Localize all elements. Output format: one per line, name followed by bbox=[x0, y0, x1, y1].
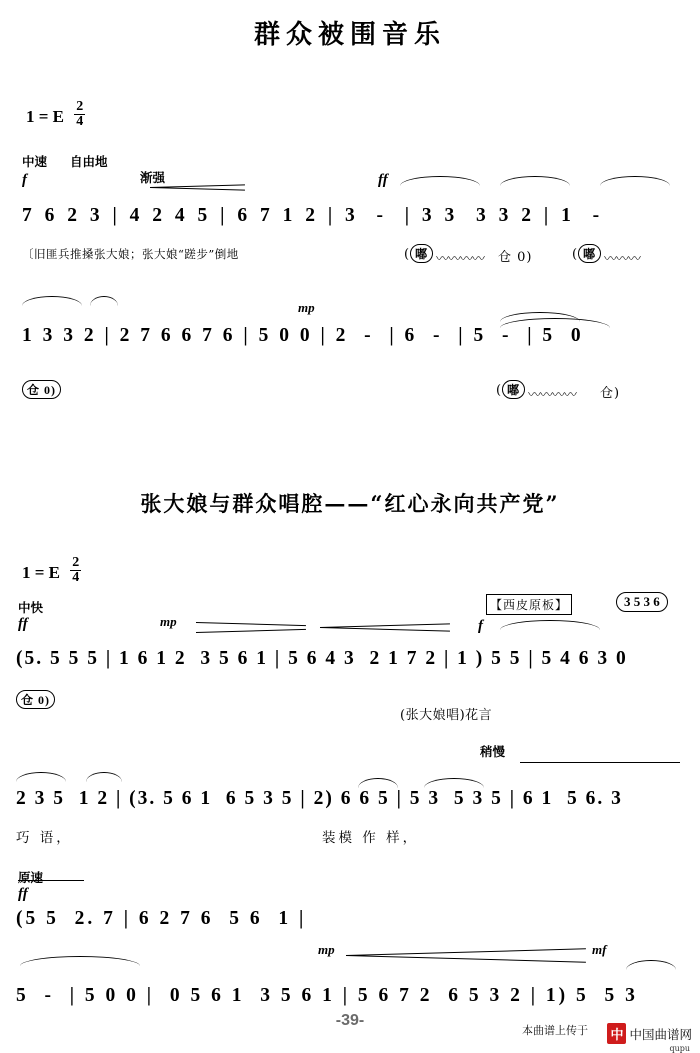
tempo-mark-yuansu: 原速 bbox=[18, 870, 44, 885]
percussion-tail-2: 仓) bbox=[600, 386, 621, 401]
slur-4 bbox=[22, 296, 82, 306]
dynamic-ff-2: ff bbox=[18, 616, 28, 632]
crescendo-hairpin-1 bbox=[150, 182, 245, 192]
percussion-5 bbox=[16, 690, 55, 709]
slur-14 bbox=[626, 960, 676, 970]
dynamic-jianqiang: 渐强 bbox=[140, 170, 166, 185]
key-signature-2-text: 1 = E bbox=[22, 563, 61, 582]
slur-10 bbox=[86, 772, 122, 782]
notes-row-s1-1: 7 6 2 3 | 4 2 4 5 | 6 7 1 2 | 3 - | 3 3 3 3 2 | 1 - bbox=[22, 205, 604, 226]
dynamic-f-1: f bbox=[22, 172, 27, 188]
lyric-line-1: 巧 语， bbox=[16, 830, 73, 846]
site-sub: qupu bbox=[669, 1044, 690, 1053]
dynamic-mp-2: mp bbox=[160, 614, 177, 629]
percussion-wave-2: 〰〰〰 bbox=[604, 251, 641, 266]
percussion-1 bbox=[404, 244, 433, 263]
key-signature-2 bbox=[22, 556, 81, 585]
page-title: 群众被围音乐 bbox=[253, 20, 446, 50]
percussion-wave-3: 〰〰〰〰 bbox=[528, 387, 577, 402]
tempo-mark-shaoman: 稍慢 bbox=[480, 744, 506, 759]
dynamic-ff-3: ff bbox=[18, 886, 28, 902]
notes-row-s2-2: 2 3 5 1 2 | (3. 5 6 1 6 5 3 5 | 2) 6 6 5 | 5 3 5 3 5 | 6 1 5 6. 3 bbox=[16, 788, 623, 809]
percussion-open-paren-3: ( bbox=[496, 383, 503, 398]
time-signature-2: $\frac{2}{4}$ bbox=[72, 555, 80, 585]
percussion-open-paren-2: ( bbox=[572, 247, 579, 262]
time-signature-1: $\frac{2}{4}$ bbox=[76, 99, 84, 129]
percussion-wave-1: 〰〰〰〰 bbox=[436, 251, 485, 266]
percussion-2 bbox=[572, 244, 601, 263]
crescendo-hairpin-3 bbox=[346, 950, 586, 960]
lyric-line-2: 装模 作 样， bbox=[322, 830, 420, 846]
percussion-3 bbox=[22, 380, 61, 399]
crescendo-hairpin-2 bbox=[320, 622, 450, 632]
slur-12 bbox=[424, 778, 484, 788]
slur-9 bbox=[16, 772, 66, 782]
singer-cue: (张大娘唱)花言 bbox=[400, 708, 493, 723]
slur-2 bbox=[500, 176, 570, 186]
percussion-syllable-5: 仓 0) bbox=[16, 690, 55, 709]
percussion-open-paren: ( bbox=[404, 247, 411, 262]
tempo-mark-zhongsu: 中速 bbox=[22, 154, 48, 169]
percussion-syllable-4: 嘟 bbox=[502, 380, 525, 399]
section-2-title: 张大娘与群众唱腔——“红心永向共产党” bbox=[140, 491, 560, 516]
slur-8 bbox=[500, 620, 600, 630]
dynamic-mf-1: mf bbox=[592, 942, 607, 957]
pickup-group: 3 5 3 6 bbox=[616, 592, 668, 612]
slur-1 bbox=[400, 176, 480, 186]
tempo-line-2 bbox=[18, 880, 84, 881]
tempo-mark-zhongkuai: 中快 bbox=[18, 600, 44, 615]
slur-13 bbox=[20, 956, 140, 966]
dynamic-ff-1: ff bbox=[378, 172, 388, 188]
percussion-syllable-2: 嘟 bbox=[578, 244, 601, 263]
key-signature-1 bbox=[26, 100, 85, 129]
notes-row-s2-1: (5. 5 5 5 | 1 6 1 2 3 5 6 1 | 5 6 4 3 2 1 7 2 | 1 ) 5 5 | 5 4 6 3 0 bbox=[16, 648, 628, 669]
slur-11 bbox=[358, 778, 398, 788]
notes-row-s1-2: 1 3 3 2 | 2 7 6 6 7 6 | 5 0 0 | 2 - | 6 - | 5 - | 5 0 bbox=[22, 325, 584, 346]
page-number: -39- bbox=[335, 1012, 365, 1029]
tempo-line-1 bbox=[520, 762, 680, 763]
site-logo-icon: 中 bbox=[607, 1023, 626, 1044]
percussion-tail-1: 仓 0) bbox=[498, 250, 533, 265]
percussion-syllable-1: 嘟 bbox=[410, 244, 433, 263]
slur-3 bbox=[600, 176, 670, 186]
site-name: 中国曲谱网 bbox=[629, 1026, 692, 1042]
notes-row-s2-4: 5 - | 5 0 0 | 0 5 6 1 3 5 6 1 | 5 6 7 2 6 5 3 2 | 1) 5 5 3 bbox=[16, 985, 638, 1006]
dynamic-mp-3: mp bbox=[318, 942, 335, 957]
dynamic-mp-1: mp bbox=[298, 300, 315, 315]
site-watermark[interactable] bbox=[607, 1023, 692, 1053]
dynamic-f-2: f bbox=[478, 618, 483, 634]
upload-credit: 本曲谱上传于 bbox=[522, 1024, 588, 1037]
slur-5 bbox=[90, 296, 118, 306]
percussion-4 bbox=[496, 380, 525, 399]
tempo-mark-ziyoude: 自由地 bbox=[70, 154, 108, 169]
key-signature-1-text: 1 = E bbox=[26, 107, 65, 126]
banshi-label: 【西皮原板】 bbox=[486, 594, 572, 615]
diminuendo-hairpin-1 bbox=[196, 622, 306, 632]
notes-row-s2-3: (5 5 2. 7 | 6 2 7 6 5 6 1 | bbox=[16, 908, 307, 929]
stage-direction: 〔旧匪兵推搡张大娘；张大娘“蹉步”倒地 bbox=[22, 247, 239, 261]
percussion-syllable-3: 仓 0) bbox=[22, 380, 61, 399]
